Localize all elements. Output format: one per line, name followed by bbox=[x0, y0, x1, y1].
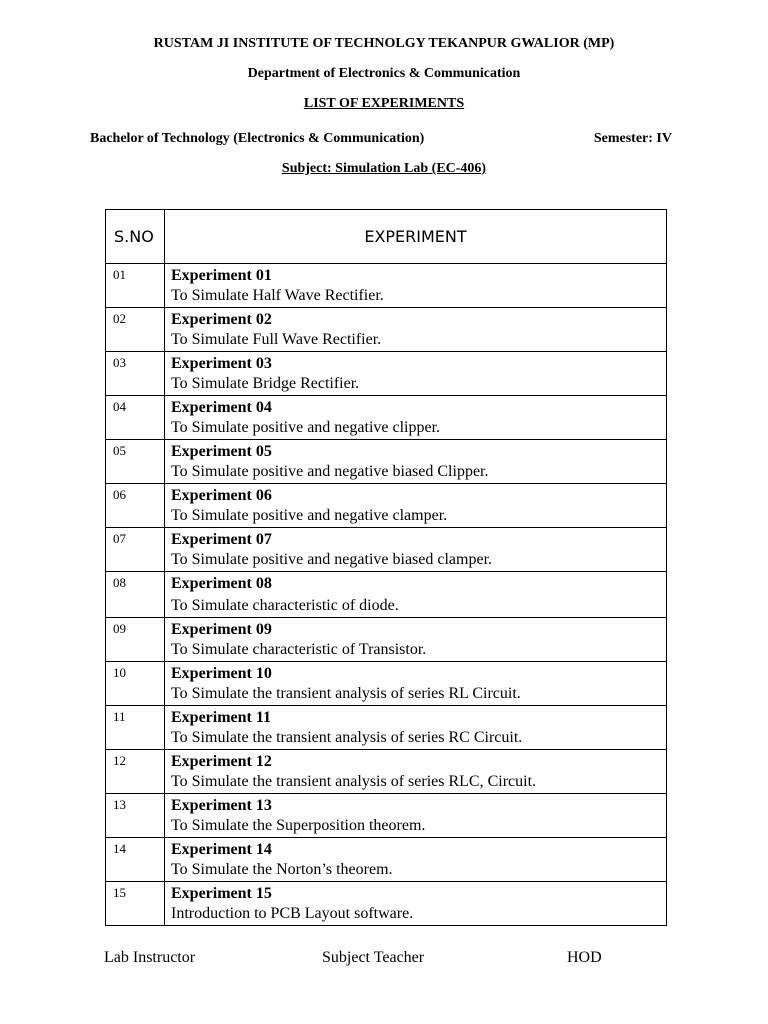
experiment-cell bbox=[165, 838, 667, 882]
experiment-cell bbox=[165, 572, 667, 618]
experiment-title: Experiment 01 bbox=[171, 267, 272, 284]
experiment-description: To Simulate the transient analysis of series RLC, Circuit. bbox=[171, 773, 537, 790]
experiment-title: Experiment 10 bbox=[171, 665, 272, 682]
institute-name: RUSTAM JI INSTITUTE OF TECHNOLGY TEKANPUR GWALIOR (MP) bbox=[153, 36, 615, 51]
experiment-description: To Simulate Bridge Rectifier. bbox=[171, 375, 360, 392]
sno-cell: 07 bbox=[106, 528, 165, 572]
program-name: Bachelor of Technology (Electronics & Communication) bbox=[90, 131, 425, 146]
experiment-title: Experiment 13 bbox=[171, 797, 272, 814]
sno-cell: 01 bbox=[106, 264, 165, 308]
table-row bbox=[106, 572, 667, 618]
experiment-description: To Simulate Half Wave Rectifier. bbox=[171, 287, 384, 304]
experiment-title: Experiment 15 bbox=[171, 885, 272, 902]
experiment-cell bbox=[165, 484, 667, 528]
table-row bbox=[106, 440, 667, 484]
experiment-cell bbox=[165, 528, 667, 572]
experiment-title: Experiment 12 bbox=[171, 753, 272, 770]
table-row bbox=[106, 352, 667, 396]
experiment-description: To Simulate characteristic of Transistor. bbox=[171, 641, 427, 658]
table-row bbox=[106, 264, 667, 308]
experiment-description: To Simulate positive and negative clipper. bbox=[171, 419, 441, 436]
column-header-experiment: EXPERIMENT bbox=[165, 210, 667, 264]
table-row bbox=[106, 396, 667, 440]
hod-label: HOD bbox=[567, 949, 602, 966]
subject-teacher-label: Subject Teacher bbox=[322, 949, 425, 966]
experiment-cell bbox=[165, 308, 667, 352]
table-row bbox=[106, 308, 667, 352]
experiment-description: To Simulate positive and negative biased clamper. bbox=[171, 551, 493, 568]
sno-cell: 10 bbox=[106, 662, 165, 706]
sno-cell: 06 bbox=[106, 484, 165, 528]
experiment-cell bbox=[165, 618, 667, 662]
experiment-description: To Simulate the Norton’s theorem. bbox=[171, 861, 393, 878]
experiment-title: Experiment 06 bbox=[171, 487, 272, 504]
experiment-title: Experiment 05 bbox=[171, 443, 272, 460]
experiment-cell bbox=[165, 794, 667, 838]
list-title: LIST OF EXPERIMENTS bbox=[303, 96, 465, 111]
table-row bbox=[106, 882, 667, 926]
experiment-description: Introduction to PCB Layout software. bbox=[171, 905, 414, 922]
experiment-title: Experiment 02 bbox=[171, 311, 272, 328]
experiment-title: Experiment 08 bbox=[171, 575, 272, 592]
experiment-cell bbox=[165, 662, 667, 706]
semester-label: Semester: IV bbox=[593, 131, 672, 146]
sno-cell: 09 bbox=[106, 618, 165, 662]
experiment-cell bbox=[165, 882, 667, 926]
experiment-description: To Simulate positive and negative clamper. bbox=[171, 507, 448, 524]
experiment-cell bbox=[165, 264, 667, 308]
experiment-description: To Simulate Full Wave Rectifier. bbox=[171, 331, 382, 348]
experiment-title: Experiment 03 bbox=[171, 355, 272, 372]
sno-cell: 05 bbox=[106, 440, 165, 484]
sno-cell: 04 bbox=[106, 396, 165, 440]
table-row bbox=[106, 750, 667, 794]
table-row bbox=[106, 618, 667, 662]
table-row bbox=[106, 706, 667, 750]
sno-cell: 03 bbox=[106, 352, 165, 396]
table-row bbox=[106, 794, 667, 838]
department-name: Department of Electronics & Communication bbox=[247, 66, 521, 81]
experiment-title: Experiment 07 bbox=[171, 531, 272, 548]
table-row bbox=[106, 662, 667, 706]
experiment-title: Experiment 11 bbox=[171, 709, 271, 726]
experiment-title: Experiment 04 bbox=[171, 399, 272, 416]
subject-title: Subject: Simulation Lab (EC-406) bbox=[281, 161, 487, 176]
sno-cell: 02 bbox=[106, 308, 165, 352]
column-header-sno: S.NO bbox=[106, 210, 165, 264]
experiment-cell bbox=[165, 396, 667, 440]
experiment-description: To Simulate characteristic of diode. bbox=[171, 597, 399, 614]
experiment-description: To Simulate the transient analysis of series RL Circuit. bbox=[171, 685, 521, 702]
lab-instructor-label: Lab Instructor bbox=[104, 949, 196, 966]
sno-cell: 14 bbox=[106, 838, 165, 882]
experiment-cell bbox=[165, 352, 667, 396]
sno-cell: 12 bbox=[106, 750, 165, 794]
table-row bbox=[106, 528, 667, 572]
table-header-row bbox=[106, 210, 667, 264]
experiment-cell bbox=[165, 750, 667, 794]
experiment-description: To Simulate the transient analysis of series RC Circuit. bbox=[171, 729, 523, 746]
experiments-table bbox=[105, 209, 667, 926]
experiment-title: Experiment 09 bbox=[171, 621, 272, 638]
experiment-description: To Simulate positive and negative biased Clipper. bbox=[171, 463, 489, 480]
experiment-cell bbox=[165, 440, 667, 484]
experiment-cell bbox=[165, 706, 667, 750]
experiment-description: To Simulate the Superposition theorem. bbox=[171, 817, 426, 834]
experiment-title: Experiment 14 bbox=[171, 841, 272, 858]
table-row bbox=[106, 484, 667, 528]
sno-cell: 15 bbox=[106, 882, 165, 926]
sno-cell: 11 bbox=[106, 706, 165, 750]
sno-cell: 08 bbox=[106, 572, 165, 618]
table-row bbox=[106, 838, 667, 882]
sno-cell: 13 bbox=[106, 794, 165, 838]
